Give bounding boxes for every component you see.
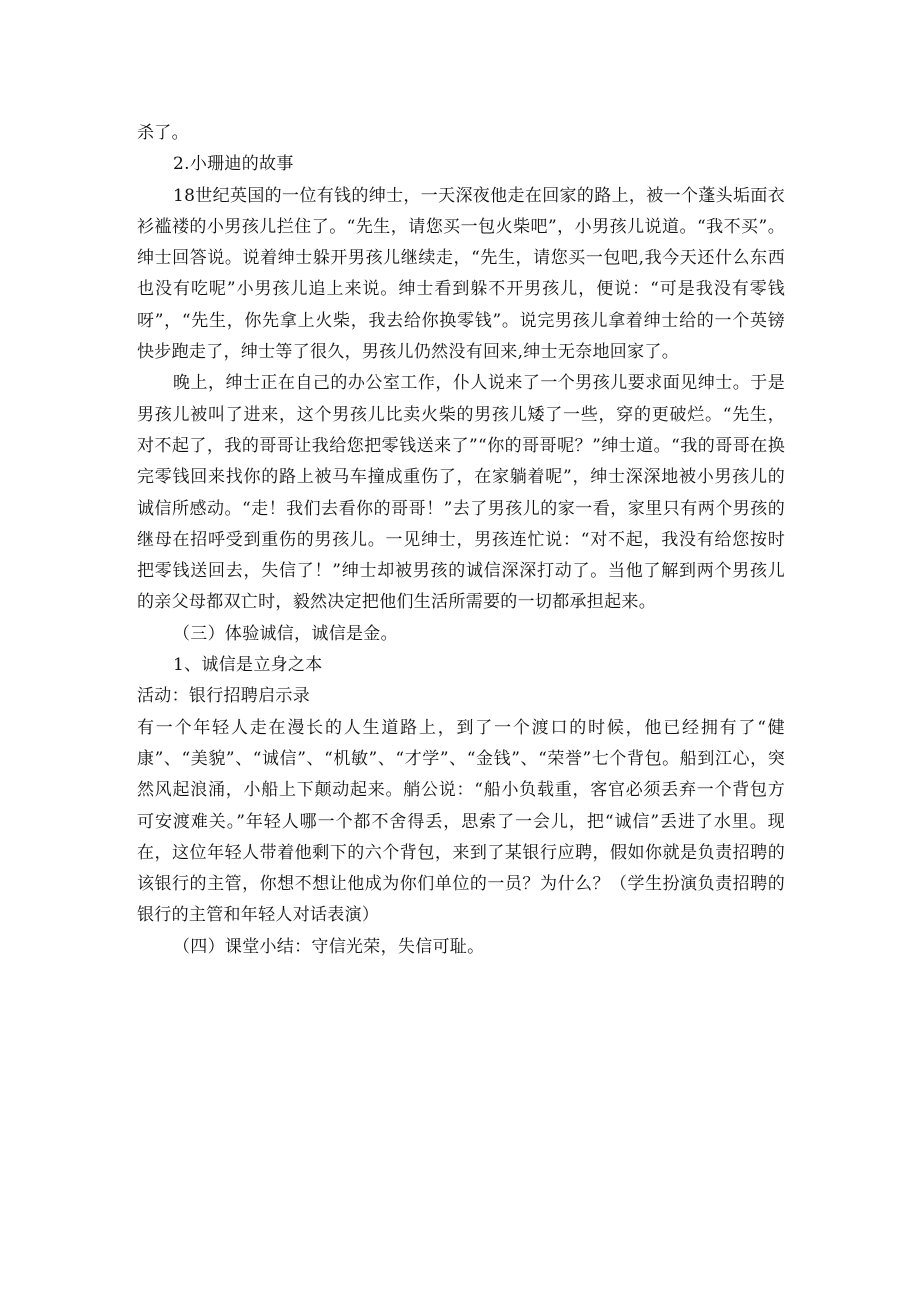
- paragraph-continuation: 杀了。: [137, 123, 189, 143]
- activity-title: 活动：银行招聘启示录: [137, 686, 310, 707]
- subsection-heading-foundation: 1、诚信是立身之本: [173, 655, 323, 676]
- paragraph-activity-story: 有一个年轻人走在漫长的人生道路上，到了一个渡口的时候，他已经拥有了“健康”、“美貌”、“诚信”、“机敏”、“才学”、“金钱”、“荣誉”七个背包。船到江心，突然风起浪涌，小船上下颠动起来。艄公说：“船小负载重，客官必须丢弃一个背包方可安渡难关。”年轻人哪一个都不舍得丢，思索了一会儿，把“诚信”丢进了水里。现在，这位年轻人带着他剩下的六个背包，来到了某银行应聘，假如你就是负责招聘的该银行的主管，你想不想让他成为你们单位的一员？为什么？（学生扮演负责招聘的银行的主管和年轻人对话表演）: [137, 717, 785, 926]
- paragraph-story-part-2: 晚上，绅士正在自己的办公室工作，仆人说来了一个男孩儿要求面见绅士。于是男孩儿被叫了进来，这个男孩儿比卖火柴的男孩儿矮了一些，穿的更破烂。“先生，对不起了，我的哥哥让我给您把零钱送来了”“你的哥哥呢？”绅士道。“我的哥哥在换完零钱回来找你的路上被马车撞成重伤了，在家躺着呢”，绅士深深地被小男孩儿的诚信所感动。“走！我们去看你的哥哥！”去了男孩儿的家一看，家里只有两个男孩的继母在招呼受到重伤的男孩儿。一见绅士，男孩连忙说：“对不起，我没有给您按时把零钱送回去，失信了！”绅士却被男孩的诚信深深打动了。当他了解到两个男孩儿的亲父母都双亡时，毅然决定把他们生活所需要的一切都承担起来。: [137, 373, 785, 613]
- section-heading-xiaoshandi-story: 2.小珊迪的故事: [173, 154, 294, 175]
- document-body: [137, 118, 785, 963]
- section-heading-summary: （四）课堂小结：守信光荣，失信可耻。: [173, 936, 485, 957]
- section-heading-experience-honesty: （三）体验诚信，诚信是金。: [173, 623, 398, 644]
- paragraph-story-part-1: 18世纪英国的一位有钱的绅士，一天深夜他走在回家的路上，被一个蓬头垢面衣衫褴褛的小男孩儿拦住了。“先生，请您买一包火柴吧”，小男孩儿说道。“我不买”。绅士回答说。说着绅士躲开男孩儿继续走，“先生，请您买一包吧,我今天还什么东西也没有吃呢”小男孩儿追上来说。绅士看到躲不开男孩儿，便说：“可是我没有零钱呀”，“先生，你先拿上火柴，我去给你换零钱”。说完男孩儿拿着绅士给的一个英镑快步跑走了，绅士等了很久，男孩儿仍然没有回来,绅士无奈地回家了。: [137, 185, 785, 363]
